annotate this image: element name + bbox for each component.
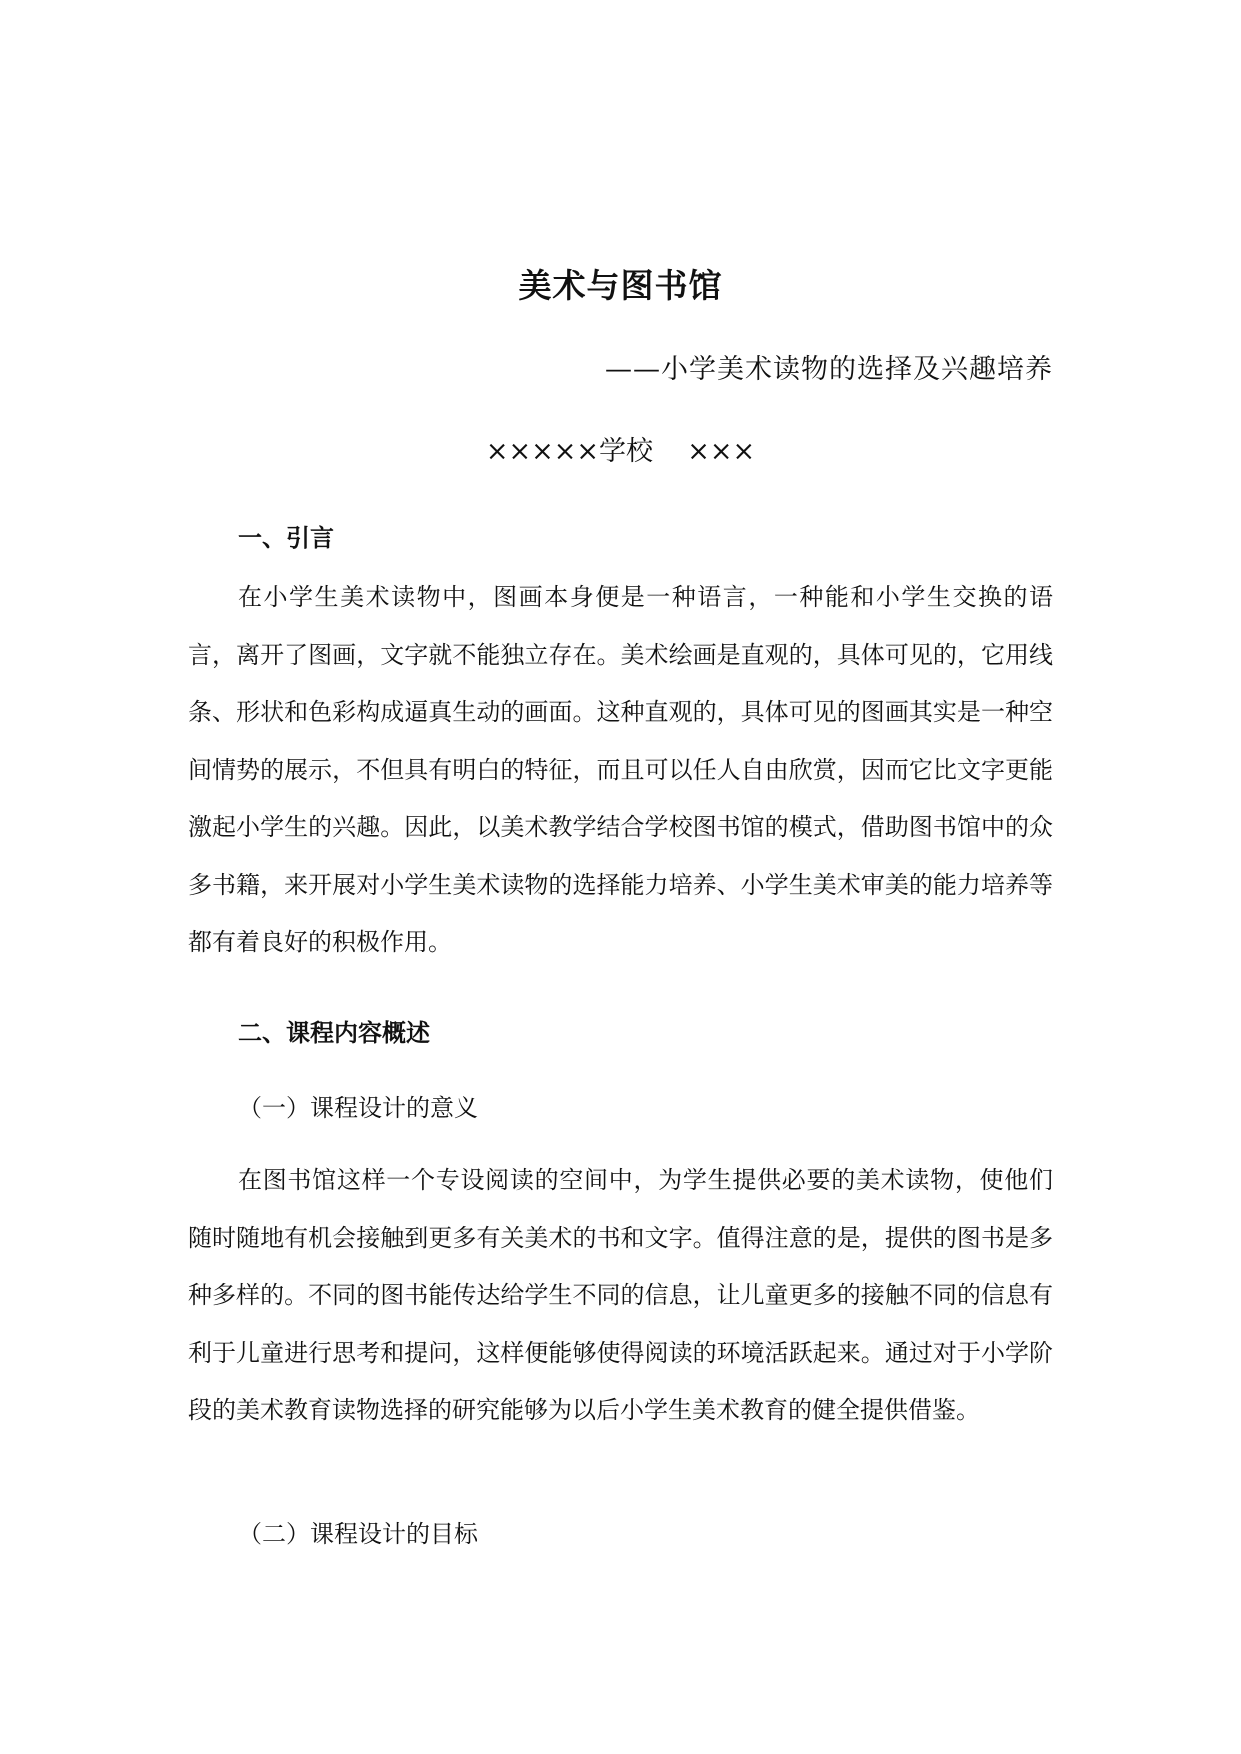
subsection-heading-significance: （一）课程设计的意义 [238, 1094, 478, 1122]
document-title: 美术与图书馆 [518, 266, 723, 305]
section-heading-course-overview: 二、课程内容概述 [238, 1018, 430, 1047]
introduction-paragraph: 在小学生美术读物中，图画本身便是一种语言，一种能和小学生交换的语言，离开了图画，文字就不能独立存在。美术绘画是直观的，具体可见的，它用线条、形状和色彩构成逼真生动的画面。这种直观的，具体可见的图画其实是一种空间情势的展示，不但具有明白的特征，而且可以任人自由欣赏，因而它比文字更能激起小学生的兴趣。因此，以美术教学结合学校图书馆的模式，借助图书馆中的众多书籍，来开展对小学生美术读物的选择能力培养、小学生美术审美的能力培养等都有着良好的积极作用。 [188, 583, 1053, 956]
subsection-heading-objectives: （二）课程设计的目标 [238, 1520, 478, 1548]
section-heading-introduction: 一、引言 [238, 523, 334, 552]
significance-paragraph: 在图书馆这样一个专设阅读的空间中，为学生提供必要的美术读物，使他们随时随地有机会接触到更多有关美术的书和文字。值得注意的是，提供的图书是多种多样的。不同的图书能传达给学生不同的信息，让儿童更多的接触不同的信息有利于儿童进行思考和提问，这样便能够使得阅读的环境活跃起来。通过对于小学阶段的美术教育读物选择的研究能够为以后小学生美术教育的健全提供借鉴。 [188, 1166, 1053, 1424]
author-line: ×××××学校 ××× [485, 436, 756, 467]
document-subtitle: ——小学美术读物的选择及兴趣培养 [605, 354, 1053, 385]
